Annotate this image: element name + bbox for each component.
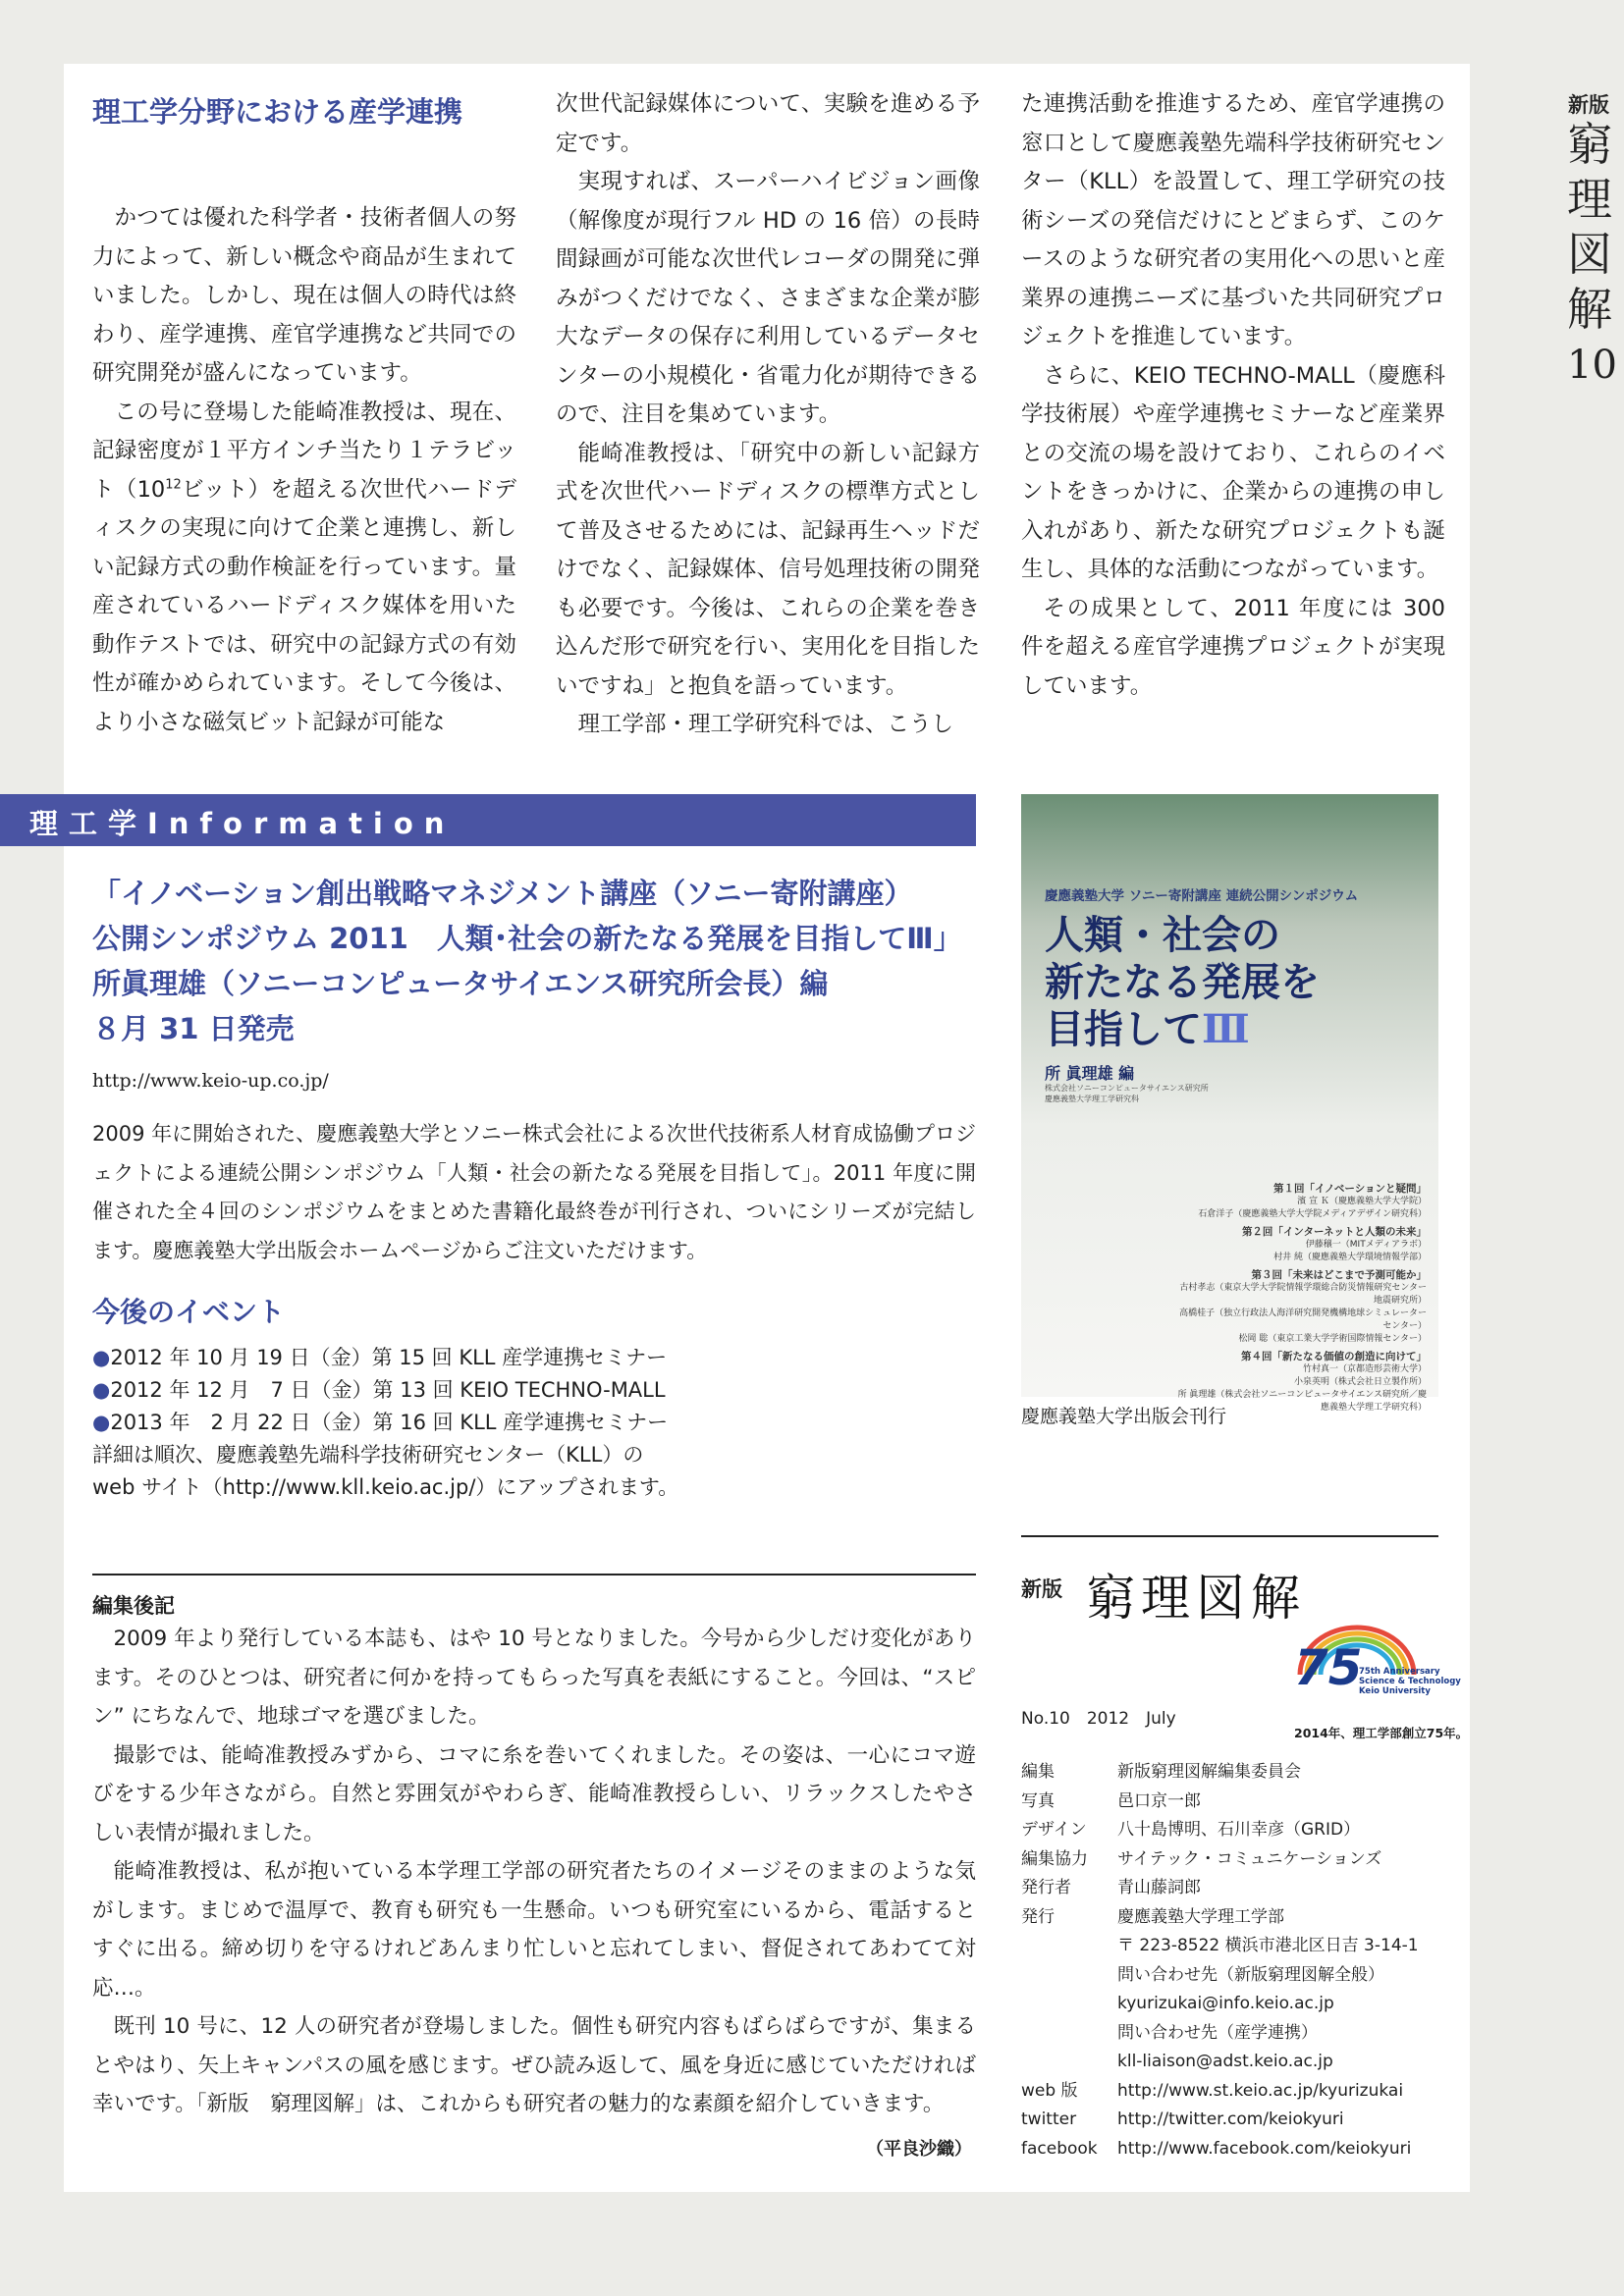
information-headline <box>92 871 996 1051</box>
title-char-4: 解 <box>1567 283 1612 336</box>
anniversary-jp-text: 2014年、理工学部創立75年。 <box>1294 1726 1469 1740</box>
title-char-2: 理 <box>1567 173 1612 226</box>
book-affiliation: 株式会社ソニーコンピュータサイエンス研究所 慶應義塾大学理工学研究科 <box>1045 1084 1209 1103</box>
afterword-paragraph: 2009 年より発行している本誌も、はや 10 号となりました。今号から少しだけ変化があります。そのひとつは、研究者に何かを持ってもらった写真を表紙にすること。今回は、“スピン” にちなんで、地球ゴマを選びました。 <box>92 1627 976 1729</box>
article-paragraph: 実現すれば、スーパーハイビジョン画像（解像度が現行フル HD の 16 倍）の長時間録画が可能な次世代レコーダの開発に弾みがつくだけでなく、さまざまな企業が膨大なデータの保存に利用しているデータセンターの小規模化・省電力化が期待できるので、注目を集めています。 <box>556 169 980 427</box>
article-paragraph: さらに、KEIO TECHNO-MALL（慶應科学技術展）や産学連携セミナーなど産業界との交流の場を設けており、これらのイベントをきっかけに、企業からの連携の申し入れがあり、新たな研究プロジェクトも誕生し、具体的な活動につながっています。 <box>1021 362 1445 582</box>
twitter-link[interactable]: twitter http://twitter.com/keiokyuri <box>1021 2109 1344 2129</box>
afterword-paragraph: 既刊 10 号に、12 人の研究者が登場しました。個性も研究内容もばらばらですが、集まるとやはり、矢上キャンパスの風を感じます。ぜひ読み返して、風を身近に感じていただければ幸いです。「新版 窮理図解」は、これからも研究者の魅力的な素顔を紹介していきます。 <box>92 2014 976 2116</box>
afterword-paragraph: 能崎准教授は、私が抱いている本学理工学部の研究者たちのイメージそのままのような気がします。まじめで温厚で、教育も研究も一生懸命。いつも研究室にいるから、電話するとすぐに出る。締め切りを守るけれどあんまり忙しいと忘れてしまい、督促されてあわてて対応…。 <box>92 1859 976 2001</box>
article-paragraph: かつては優れた科学者・技術者個人の努力によって、新しい概念や商品が生まれていました。しかし、現在は個人の時代は終わり、産学連携、産官学連携など共同での研究開発が盛んになっています。 <box>92 205 516 386</box>
colophon-row: 編集協力 サイテック・コミュニケーションズ <box>1021 1848 1382 1869</box>
headline-line: 所眞理雄（ソニーコンピュータサイエンス研究所会長）編 <box>92 967 829 1000</box>
book-session: 第２回「インターネットと人類の未来」 伊藤穣一（MITメディアラボ） 村井 純（慶應義塾大学環境情報学部） <box>1241 1226 1427 1262</box>
publisher-url-link[interactable]: http://www.keio-up.co.jp/ <box>92 1070 329 1092</box>
facebook-link[interactable]: facebook http://www.facebook.com/keiokyuri <box>1021 2138 1412 2159</box>
colophon-row: 写真 邑口京一郎 <box>1021 1790 1201 1811</box>
article-paragraph: 能崎准教授は、「研究中の新しい記録方式を次世代ハードディスクの標準方式として普及させるためには、記録再生ヘッドだけでなく、記録媒体、信号処理技術の開発も必要です。今後は、これらの企業を巻き込んだ形で研究を行い、実用化を目指したいですね」と抱負を語っています。 <box>556 440 980 699</box>
headline-line: ８月 31 日発売 <box>92 1012 295 1045</box>
colophon-row: 発行者 青山藤詞郎 <box>1021 1878 1201 1897</box>
anniversary-en-text: 75th Anniversary Science & Technology Keio University <box>1359 1667 1461 1696</box>
colophon-title: 窮理図解 <box>1086 1570 1306 1627</box>
colophon-row: デザイン 八十島博明、石川幸彦（GRID） <box>1021 1820 1361 1840</box>
contact-email-link[interactable]: kyurizukai@info.keio.ac.jp <box>1117 1994 1334 2013</box>
shinpan-label: 新版 <box>1568 92 1609 117</box>
events-list <box>92 1342 678 1504</box>
information-description: 2009 年に開始された、慶應義塾大学とソニー株式会社による次世代技術系人材育成協働プロジェクトによる連続公開シンポジウム「人類・社会の新たなる発展を目指して」。2011 年度に開催された全４回のシンポジウムをまとめた書籍化最終巻が刊行され、ついにシリーズが完結します。慶應義塾大学出版会ホームページからご注文いただけます。 <box>92 1122 976 1262</box>
colophon-row: 問い合わせ先（産学連携） <box>1117 2022 1318 2043</box>
colophon-row: 発行 慶應義塾大学理工学部 <box>1021 1906 1284 1927</box>
web-link[interactable]: web 版 http://www.st.keio.ac.jp/kyurizukai <box>1021 2080 1404 2101</box>
book-session: 第４回「新たなる価値の創造に向けて」 竹村真一（京都造形芸術大学） 小泉英明（株式会社日立製作所） 所 眞理雄（株式会社ソニーコンピュータサイエンス研究所／慶應義塾大学理工学研究科） <box>1177 1351 1427 1413</box>
book-cover-image <box>1021 794 1438 1413</box>
article-paragraph: 理工学部・理工学研究科では、こうし <box>577 712 954 737</box>
book-editor: 所 眞理雄 編 <box>1045 1064 1135 1083</box>
afterword-signature: （平良沙織） <box>866 2139 972 2160</box>
series-vertical-title <box>1567 92 1617 390</box>
event-item: ●2012 年 12 月 7 日（金）第 13 回 KEIO TECHNO-MALL <box>92 1378 666 1402</box>
article-paragraph: この号に登場した能崎准教授は、現在、記録密度が１平方インチ当たり１テラビット（$10^{12}$ビット）を超える次世代ハードディスクの実現に向けて企業と連携し、新しい記録方式の動作検証を行っています。量産されているハードディスク媒体を用いた動作テストでは、研究中の記録方式の有効性が確かめられています。そして今後は、より小さな磁気ビット記録が可能な <box>92 399 516 735</box>
article-column-1 <box>92 199 516 742</box>
information-bar-label: 理工学Information <box>29 807 456 840</box>
colophon-divider <box>1021 1535 1438 1537</box>
book-series-label: 慶應義塾大学 ソニー寄附講座 連続公開シンポジウム <box>1045 888 1359 904</box>
article-title: 理工学分野における産学連携 <box>92 95 463 129</box>
information-bar <box>0 794 976 846</box>
event-item: ●2012 年 10 月 19 日（金）第 15 回 KLL 産学連携セミナー <box>92 1346 668 1369</box>
article-paragraph: その成果として、2011 年度には 300 件を超える産官学連携プロジェクトが実現しています。 <box>1021 595 1445 699</box>
event-item: ●2013 年 2 月 22 日（金）第 16 回 KLL 産学連携セミナー <box>92 1411 669 1434</box>
issue-date: No.10 2012 July <box>1021 1709 1176 1729</box>
afterword-divider <box>92 1574 976 1575</box>
colophon-shinpan: 新版 <box>1021 1577 1062 1601</box>
colophon-table <box>1021 1758 1438 2163</box>
title-char-1: 窮 <box>1567 118 1612 171</box>
afterword-title: 編集後記 <box>92 1594 175 1618</box>
book-session: 第３回「未来はどこまで予測可能か」 古村孝志（東京大学大学院情報学環総合防災情報研究センター地震研究所） 高橋桂子（独立行政法人海洋研究開発機構地球シミュレーターセンター） 松岡 聡（東京工業大学学術国際情報センター） <box>1179 1269 1427 1344</box>
events-note-line: 詳細は順次、慶應義塾先端科学技術研究センター（KLL）の <box>92 1443 644 1467</box>
issue-number: 10 <box>1567 343 1617 388</box>
colophon-row: 〒 223-8522 横浜市港北区日吉 3-14-1 <box>1117 1936 1419 1955</box>
afterword-paragraph: 撮影では、能崎准教授みずから、コマに糸を巻いてくれました。その姿は、一心にコマ遊びをする少年さながら。自然と雰囲気がやわらぎ、能崎准教授らしい、リラックスしたやさしい表情が撮れました。 <box>92 1742 976 1845</box>
anniversary-number: 75 <box>1294 1639 1363 1696</box>
book-session: 第１回「イノベーションと疑問」 濱 宣 Ｋ（慶應義塾大学大学院） 石倉洋子（慶應義塾大学大学院メディアデザイン研究科） <box>1198 1183 1427 1219</box>
headline-line: 「イノベーション創出戦略マネジメント講座（ソニー寄附講座） <box>92 877 913 910</box>
afterword-body <box>92 1620 976 2124</box>
book-sessions <box>1171 1183 1427 1415</box>
colophon-row: 問い合わせ先（新版窮理図解全般） <box>1117 1964 1384 1985</box>
title-char-3: 図 <box>1567 228 1612 281</box>
headline-line: 公開シンポジウム 2011 人類･社会の新たなる発展を目指してⅢ」 <box>92 922 962 955</box>
anniversary-logo <box>1294 1618 1461 1704</box>
colophon-row: 編集 新版窮理図解編集委員会 <box>1021 1762 1301 1782</box>
article-column-3 <box>1021 85 1445 706</box>
article-paragraph: た連携活動を推進するため、産官学連携の窓口として慶應義塾先端科学技術研究センター（KLL）を設置して、理工学研究の技術シーズの発信だけにとどまらず、このケースのような研究者の実用化への思いと産業界の連携ニーズに基づいた共同研究プロジェクトを推進しています。 <box>1021 91 1445 349</box>
book-caption: 慶應義塾大学出版会刊行 <box>1021 1406 1227 1427</box>
article-column-2 <box>556 85 980 745</box>
events-title: 今後のイベント <box>92 1296 286 1328</box>
book-title: 人類・社会の 新たなる発展を 目指してⅢ <box>1045 912 1320 1052</box>
article-paragraph: 次世代記録媒体について、実験を進める予定です。 <box>556 91 980 156</box>
events-note-line: web サイト（http://www.kll.keio.ac.jp/）にアップされます。 <box>92 1475 679 1499</box>
liaison-email-link[interactable]: kll-liaison@adst.keio.ac.jp <box>1117 2052 1333 2071</box>
